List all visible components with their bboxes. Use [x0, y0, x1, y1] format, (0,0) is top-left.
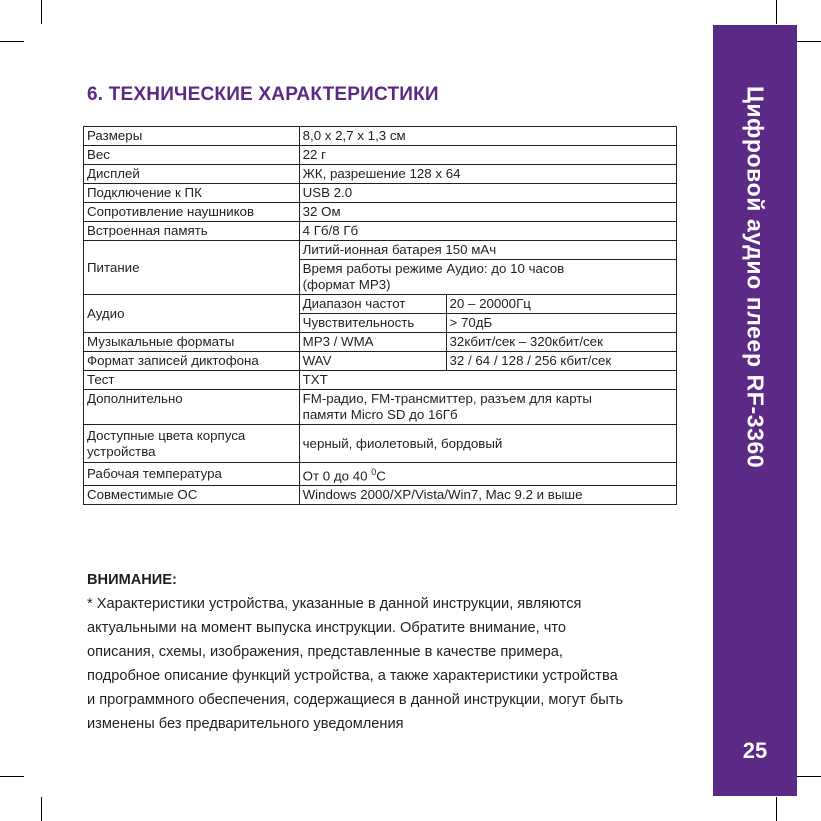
crop-mark	[41, 797, 42, 821]
table-row	[84, 333, 677, 352]
extra-line2: памяти Micro SD до 16Гб	[302, 407, 458, 422]
power-runtime-line2: (формат MP3)	[302, 277, 391, 292]
spec-value: Литий-ионная батарея 150 мАч	[299, 241, 676, 260]
spec-value: 32кбит/сек – 320кбит/сек	[446, 333, 676, 352]
notice-text: * Характеристики устройства, указанные в данной инструкции, являются актуальными на момент выпуска инструкции. Обратите внимание, что описания, схемы, изображения, представленные в качестве примера, подробное описание функций устройства, а также характеристики устройства и программного обеспечения, содержащиеся в данной инструкции, могут быть изменены без предварительного уведомления	[87, 596, 624, 732]
colors-label-line2: устройства	[87, 443, 156, 459]
notice-block	[87, 568, 687, 736]
spec-label: Сопротивление наушников	[84, 203, 300, 222]
spec-value: 22 г	[299, 146, 676, 165]
spec-label: Музыкальные форматы	[84, 333, 300, 352]
spec-label: Дополнительно	[84, 390, 300, 425]
extra-line1: FM-радио, FM-трансмиттер, разъем для карты	[302, 391, 592, 406]
spec-label: Аудио	[84, 295, 300, 333]
power-runtime-line1: Время работы режиме Аудио: до 10 часов	[302, 261, 565, 276]
table-row	[84, 127, 677, 146]
spec-label: Совместимые ОС	[84, 486, 300, 505]
spec-value: Windows 2000/XP/Vista/Win7, Mac 9.2 и выше	[299, 486, 676, 505]
crop-mark	[41, 0, 42, 24]
table-row	[84, 184, 677, 203]
spec-label: Тест	[84, 371, 300, 390]
notice-title: ВНИМАНИЕ:	[87, 572, 177, 588]
spec-value: 4 Гб/8 Гб	[299, 222, 676, 241]
colors-label-line1: Доступные цвета корпуса	[87, 427, 246, 443]
spec-label: Питание	[84, 241, 300, 295]
table-row	[84, 390, 677, 425]
spec-label: Рабочая температура	[84, 463, 300, 486]
spec-label: Вес	[84, 146, 300, 165]
crop-mark	[797, 776, 821, 777]
spec-value: черный, фиолетовый, бордовый	[299, 425, 676, 463]
crop-mark	[797, 41, 821, 42]
crop-mark	[0, 41, 24, 42]
crop-mark	[776, 797, 777, 821]
spec-value: 8,0 x 2,7 x 1,3 см	[299, 127, 676, 146]
spec-value: WAV	[299, 352, 446, 371]
spec-value: ЖК, разрешение 128 x 64	[299, 165, 676, 184]
crop-mark	[0, 776, 24, 777]
spec-value: USB 2.0	[299, 184, 676, 203]
temp-degree: 0	[371, 467, 377, 477]
page-number: 25	[742, 738, 768, 763]
spec-sublabel: Чувствительность	[299, 314, 446, 333]
spec-value: > 70дБ	[446, 314, 676, 333]
temp-unit: C	[376, 468, 386, 484]
spec-value: TXT	[299, 371, 676, 390]
spec-sublabel: Диапазон частот	[299, 295, 446, 314]
sidebar-title: Цифровой аудио плеер RF-3360	[742, 86, 769, 469]
spec-label	[84, 425, 300, 463]
table-row	[84, 203, 677, 222]
table-row	[84, 222, 677, 241]
table-row	[84, 165, 677, 184]
spec-label: Дисплей	[84, 165, 300, 184]
section-title: 6. ТЕХНИЧЕСКИЕ ХАРАКТЕРИСТИКИ	[87, 84, 439, 105]
table-row	[84, 463, 677, 486]
spec-value	[299, 260, 676, 295]
spec-value: MP3 / WMA	[299, 333, 446, 352]
spec-value	[299, 463, 676, 486]
table-row	[84, 146, 677, 165]
spec-value: 20 – 20000Гц	[446, 295, 676, 314]
spec-label: Формат записей диктофона	[84, 352, 300, 371]
spec-table	[83, 126, 677, 505]
crop-mark	[776, 0, 777, 24]
table-row	[84, 371, 677, 390]
table-row	[84, 241, 677, 260]
table-row	[84, 352, 677, 371]
spec-label: Подключение к ПК	[84, 184, 300, 203]
spec-label: Размеры	[84, 127, 300, 146]
spec-value	[299, 390, 676, 425]
table-row	[84, 295, 677, 314]
spec-value: 32 Ом	[299, 203, 676, 222]
spec-label: Встроенная память	[84, 222, 300, 241]
table-row	[84, 486, 677, 505]
spec-value: 32 / 64 / 128 / 256 кбит/сек	[446, 352, 676, 371]
temp-value-prefix: От 0 до 40	[302, 468, 372, 484]
table-row	[84, 425, 677, 463]
